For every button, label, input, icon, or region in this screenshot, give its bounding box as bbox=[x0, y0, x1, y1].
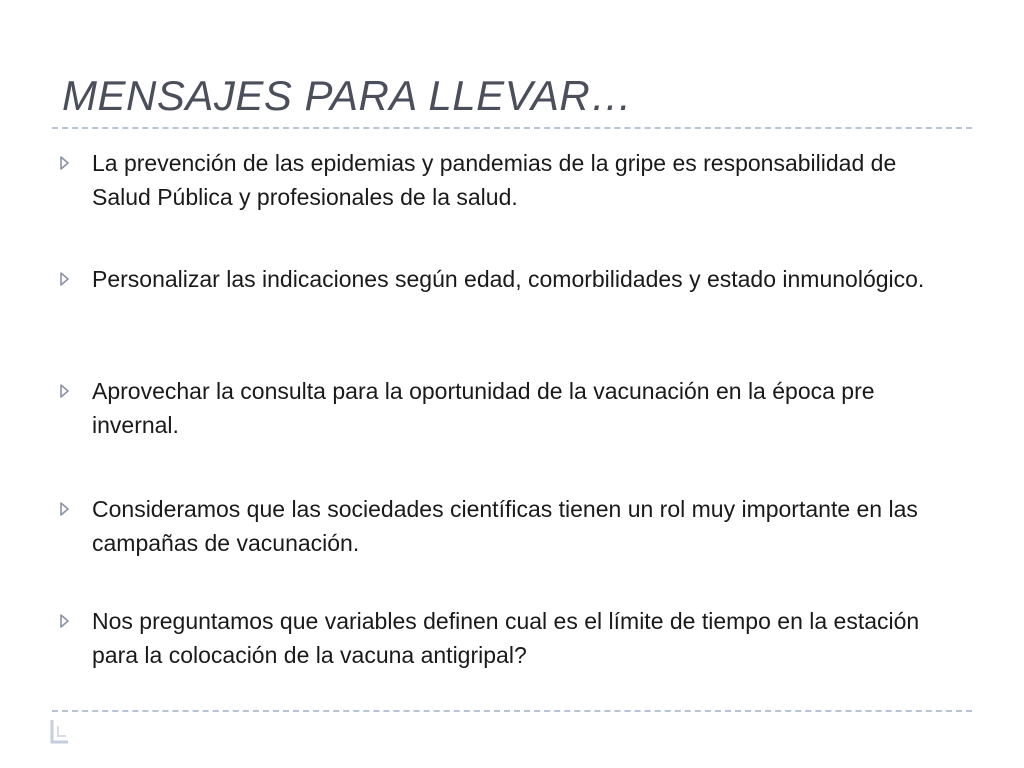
triangle-right-icon bbox=[60, 262, 92, 296]
triangle-right-icon bbox=[60, 604, 92, 638]
triangle-right-icon bbox=[60, 146, 92, 180]
bullet-text: Aprovechar la consulta para la oportunidad de la vacunación en la época pre invernal. bbox=[92, 378, 875, 438]
corner-bracket-icon bbox=[50, 718, 70, 744]
bullet-text: La prevención de las epidemias y pandemias de la gripe es responsabilidad de Salud Pública y profesionales de la salud. bbox=[92, 150, 897, 210]
bullet-item-5 bbox=[60, 604, 960, 672]
bullet-item-2 bbox=[60, 262, 960, 296]
bullet-item-3 bbox=[60, 374, 960, 442]
bullet-item-4 bbox=[60, 492, 960, 560]
footer-divider bbox=[52, 710, 972, 712]
bullet-text: Personalizar las indicaciones según edad, comorbilidades y estado inmunológico. bbox=[92, 266, 925, 292]
slide-title: MENSAJES PARA LLEVAR… bbox=[62, 72, 633, 119]
triangle-right-icon bbox=[60, 492, 92, 526]
bullet-item-1 bbox=[60, 146, 960, 214]
triangle-right-icon bbox=[60, 374, 92, 408]
bullet-text: Nos preguntamos que variables definen cual es el límite de tiempo en la estación para la colocación de la vacuna antigripal? bbox=[92, 608, 920, 668]
title-divider bbox=[52, 127, 972, 129]
bullet-text: Consideramos que las sociedades científicas tienen un rol muy importante en las campañas de vacunación. bbox=[92, 496, 918, 556]
